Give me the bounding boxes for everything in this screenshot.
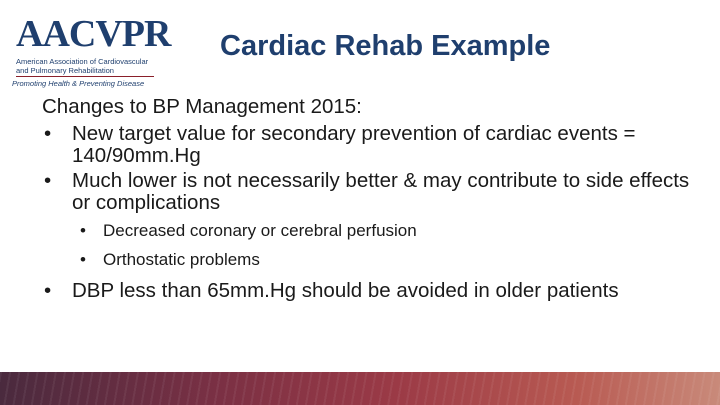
logo-org-line-1: American Association of Cardiovascular [16, 57, 149, 66]
logo-org-line-2: and Pulmonary Rehabilitation [16, 66, 114, 75]
footer-band [0, 372, 720, 405]
slide-body [42, 94, 692, 302]
slide-title: Cardiac Rehab Example [220, 30, 551, 62]
sub-bullet-item: • Decreased coronary or cerebral perfusion [78, 220, 692, 242]
logo-wordmark: AACVPR [16, 13, 171, 55]
sub-bullet-item: • Orthostatic problems [78, 249, 692, 271]
sub-bullet-list [78, 220, 692, 271]
logo-tagline: Promoting Health & Preventing Disease [12, 79, 145, 88]
bullet-list [42, 123, 692, 214]
bullet-item: • New target value for secondary prevention of cardiac events = 140/90mm.Hg [42, 123, 692, 167]
bullet-item: • Much lower is not necessarily better & may contribute to side effects or complications [42, 170, 692, 214]
bullet-list-2 [42, 280, 692, 302]
logo-divider [16, 76, 154, 77]
aacvpr-logo [10, 13, 171, 88]
body-heading: Changes to BP Management 2015: [42, 95, 362, 118]
footer-texture [0, 372, 720, 405]
bullet-item: • DBP less than 65mm.Hg should be avoided in older patients [42, 280, 692, 302]
